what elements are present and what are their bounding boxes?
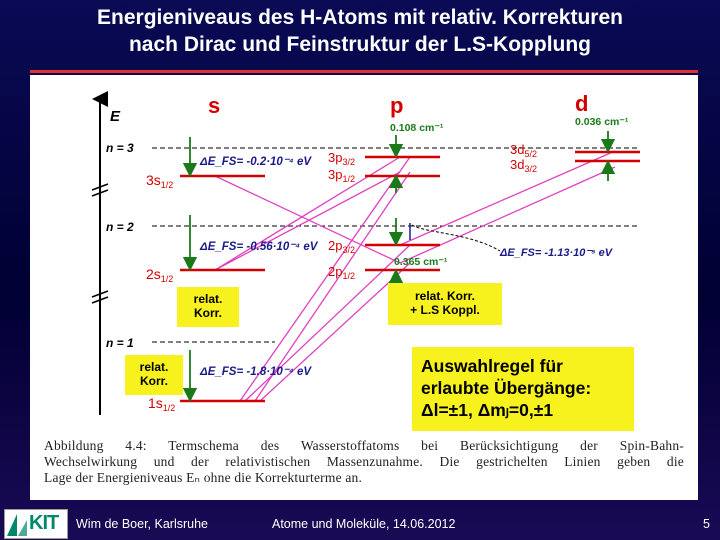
p-split-top-label: 0.108 cm⁻¹ — [390, 122, 444, 134]
title-line-1: Energieniveaus des H-Atoms mit relativ. Korrekturen — [97, 6, 623, 29]
slide-title — [0, 4, 720, 58]
selection-rule-box — [412, 347, 634, 431]
n1-label: n = 1 — [106, 336, 134, 350]
d-split-top-label: 0.036 cm⁻¹ — [575, 116, 629, 128]
relat-korr-ls-box: relat. Korr. + L.S Koppl. — [388, 283, 502, 325]
fs-shift-p2: ΔE_FS= -1.13·10⁻⁵ eV — [500, 247, 613, 259]
transition-3p-2s — [215, 157, 400, 270]
fs-shift-n3: ΔE_FS= -0.2·10⁻⁴ eV — [200, 156, 312, 168]
footer-author: Wim de Boer, Karlsruhe — [76, 517, 208, 531]
caption-line-3: Lage der Energieniveaus Eₙ ohne die Korrekturterme an. — [44, 470, 363, 485]
term-diagram — [30, 75, 698, 500]
fs-shift-n1: ΔE_FS= -1.8·10⁻⁴ eV — [200, 366, 312, 378]
label-3s: $3s_{1/2}$ — [146, 172, 174, 190]
label-3d-lower: $3d_{3/2}$ — [510, 157, 537, 174]
selection-rule-line-1: Auswahlregel für — [421, 356, 563, 376]
kit-logo-icon — [5, 510, 29, 538]
n2-label: n = 2 — [106, 220, 134, 234]
fs-shift-n2: ΔE_FS= -0.56·10⁻⁴ eV — [200, 241, 318, 253]
title-underline — [30, 70, 698, 73]
column-label-s: s — [208, 93, 221, 118]
label-3d-upper: $3d_{5/2}$ — [510, 142, 537, 159]
n3-label: n = 3 — [106, 141, 134, 155]
caption-line-2: Wechselwirkung und der relativistischen Massenzunahme. Die gestrichelten Linien geben die — [44, 454, 684, 469]
label-2p-upper: $2p_{3/2}$ — [328, 238, 355, 255]
kit-logo-text: KIT — [29, 512, 59, 534]
footer-course: Atome und Moleküle, 14.06.2012 — [272, 517, 456, 531]
column-label-p: p — [390, 93, 404, 118]
axis-label-e: E — [110, 108, 121, 125]
selection-rule-line-3: Δl=±1, Δmⱼ=0,±1 — [421, 400, 554, 420]
label-2s: $2s_{1/2}$ — [146, 266, 174, 284]
page-number: 5 — [703, 517, 710, 531]
transition-3p-2s-b — [215, 172, 400, 270]
figure-caption — [44, 438, 684, 486]
relat-korr-box-upper: relat. Korr. — [177, 287, 239, 327]
relat-korr-box-lower: relat. Korr. — [125, 355, 183, 395]
label-2p-lower: $2p_{1/2}$ — [328, 264, 355, 281]
label-3p-lower: $3p_{1/2}$ — [328, 167, 355, 184]
column-label-d: d — [575, 91, 589, 116]
transition-3p-1s — [240, 157, 410, 401]
label-3p-upper: $3p_{3/2}$ — [328, 150, 355, 167]
kit-logo — [4, 509, 68, 539]
title-line-2: nach Dirac und Feinstruktur der L.S-Kopplung — [128, 33, 592, 56]
caption-line-1: Abbildung 4.4: Termschema des Wasserstoffatoms bei Berücksichtigung der Spin-Bahn- — [44, 438, 684, 453]
p2-split-label: 0.365 cm⁻¹ — [394, 256, 448, 268]
diagram-panel — [30, 75, 698, 500]
selection-rule-line-2: erlaubte Übergänge: — [421, 378, 592, 398]
label-1s: $1s_{1/2}$ — [148, 395, 176, 413]
